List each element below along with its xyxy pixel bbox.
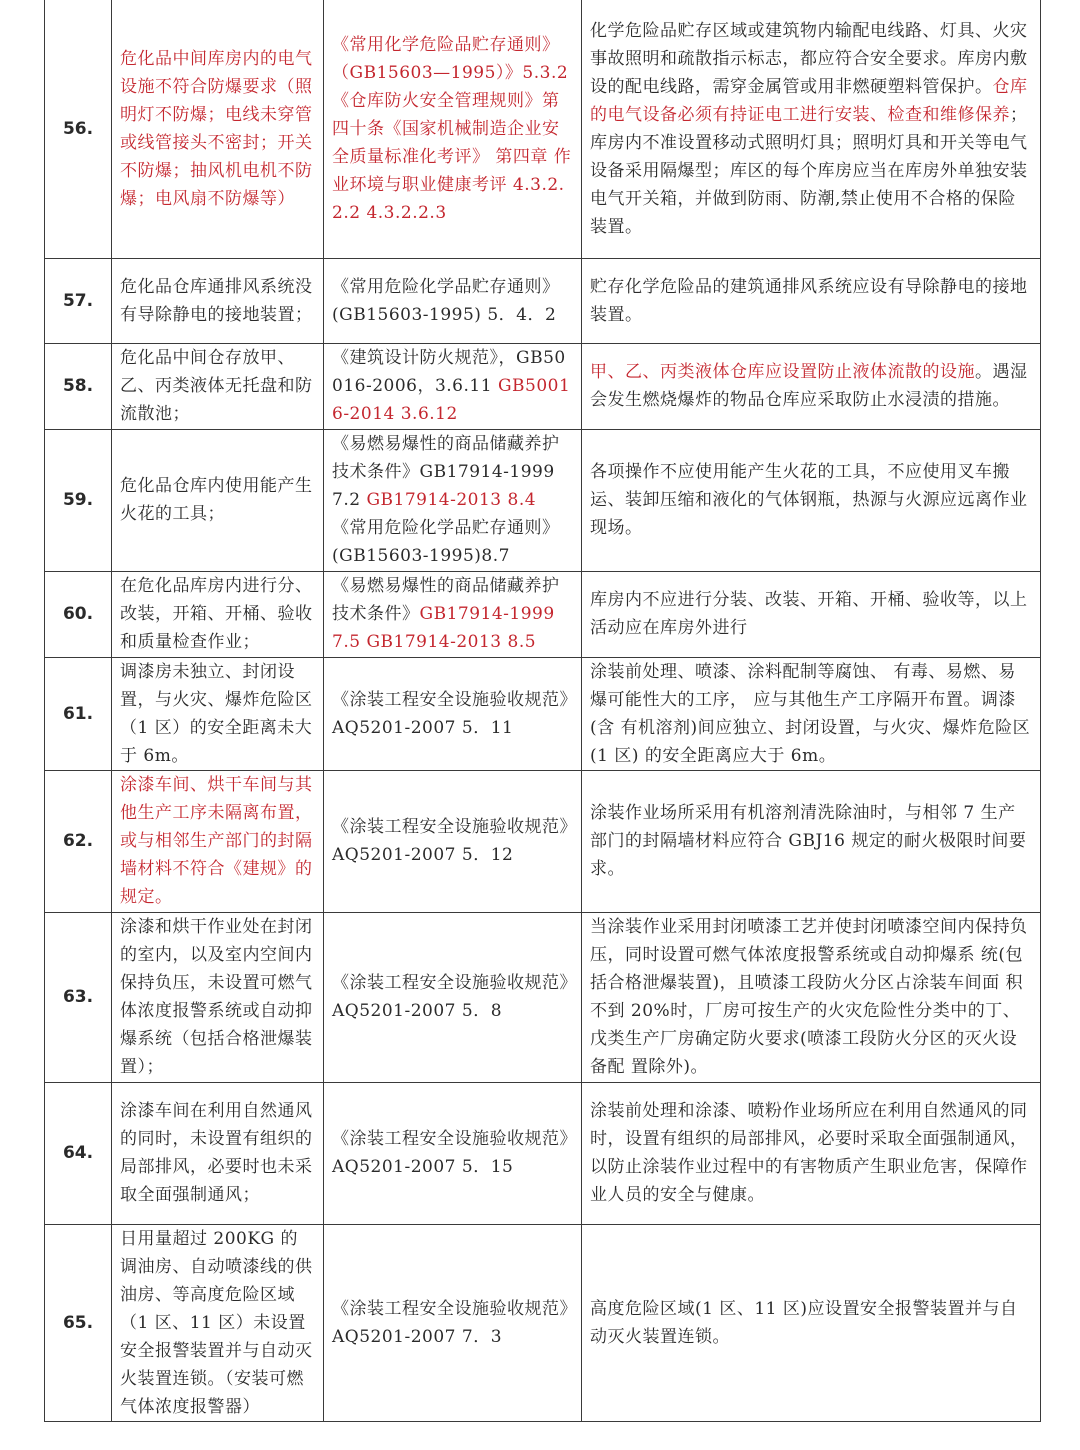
hazard-description: [112, 571, 324, 657]
regulation-basis-segment: GB17914-2013 8.4: [366, 490, 537, 510]
requirement-text-segment: 仓库的电气设备必须有持证电工进行安装、检查和维修保养: [590, 76, 1028, 125]
table-row: [45, 657, 1041, 770]
requirement-text-segment: 当涂装作业采用封闭喷漆工艺并使封闭喷漆空间内保持负压，同时设置可燃气体浓度报警系统或自动抑爆系 统(包括合格泄爆装置)，且喷漆工段防火分区占涂装车间面 积不到 20%时，厂房可按生产的火灾危险性分类中的丁、戊类生产厂房确定防火要求(喷漆工段防火分区的灭火设备配 置除外)。: [590, 917, 1028, 1077]
hazard-description: [112, 1082, 324, 1224]
table-row: [45, 571, 1041, 657]
row-number: 57.: [45, 258, 112, 343]
row-number: 58.: [45, 343, 112, 429]
regulation-basis-segment: 《常用危险化学品贮存通则》(GB15603-1995) 5．4．2: [332, 276, 560, 325]
hazard-description: [112, 0, 324, 258]
hazard-description: [112, 912, 324, 1082]
requirement-text-segment: 贮存化学危险品的建筑通排风系统应设有导除静电的接地装置。: [590, 276, 1028, 325]
requirement-text: [582, 1082, 1041, 1224]
requirement-text: [582, 0, 1041, 258]
hazard-description-segment: 调漆房未独立、封闭设置，与火灾、爆炸危险区（1 区）的安全距离未大于 6m。: [120, 661, 313, 766]
regulation-basis: [324, 770, 582, 912]
hazard-description: [112, 258, 324, 343]
hazard-table: [44, 0, 1041, 1422]
requirement-text-segment: 高度危险区域(1 区、11 区)应设置安全报警装置并与自动灭火装置连锁。: [590, 1298, 1018, 1347]
requirement-text-segment: 库房内不应进行分装、改装、开箱、开桶、验收等，以上活动应在库房外进行: [590, 590, 1028, 638]
regulation-basis-segment: GB17914-1999 7.5 GB17914-2013 8.5: [332, 604, 555, 652]
regulation-basis: [324, 1224, 582, 1421]
hazard-description-segment: 日用量超过 200KG 的调油房、自动喷漆线的供油房、等高度危险区域（1 区、11 区）未设置安全报警装置并与自动灭火装置连锁。（安装可燃气体浓度报警器）: [120, 1228, 313, 1417]
requirement-text: [582, 571, 1041, 657]
table-row: [45, 912, 1041, 1082]
regulation-basis-segment: 《涂装工程安全设施验收规范》AQ5201-2007 5．11: [332, 689, 569, 738]
table-row: [45, 1224, 1041, 1421]
hazard-description-segment: 在危化品库房内进行分、改装，开箱、开桶、验收和质量检查作业；: [120, 576, 313, 652]
row-number: 60.: [45, 571, 112, 657]
regulation-basis: [324, 571, 582, 657]
regulation-basis: [324, 0, 582, 258]
table-row: [45, 258, 1041, 343]
regulation-basis: [324, 258, 582, 343]
hazard-description-segment: 危化品仓库通排风系统没有导除静电的接地装置；: [120, 276, 313, 325]
requirement-text: [582, 258, 1041, 343]
regulation-basis-segment: 《涂装工程安全设施验收规范》AQ5201-2007 5．15: [332, 1129, 569, 1177]
row-number: 62.: [45, 770, 112, 912]
requirement-text-segment: 涂装前处理和涂漆、喷粉作业场所应在利用自然通风的同时，设置有组织的局部排风，必要时采取全面强制通风，以防止涂装作业过程中的有害物质产生职业危害，保障作业人员的安全与健康。: [590, 1101, 1028, 1205]
regulation-basis-segment: 《仓库防火安全管理规则》第四十条: [332, 90, 560, 139]
hazard-description: [112, 429, 324, 571]
requirement-text-segment: ；库房内不准设置移动式照明灯具；照明灯具和开关等电气设备采用隔爆型；库区的每个库房应当在库房外单独安装电气开关箱，并做到防雨、防潮,禁止使用不合格的保险装置。: [590, 104, 1028, 237]
requirement-text-segment: 涂装作业场所采用有机溶剂清洗除油时，与相邻 7 生产部门的封隔墙材料应符合 GBJ16 规定的耐火极限时间要求。: [590, 803, 1027, 879]
hazard-description: [112, 770, 324, 912]
regulation-basis-segment: 《易燃易爆性的商品储藏养护技术条件》GB17914-1999 7.2: [332, 434, 560, 510]
requirement-text-segment: 化学危险品贮存区域或建筑物内输配电线路、灯具、火灾事故照明和疏散指示标志，都应符合安全要求。库房内敷设的配电线路，需穿金属管或用非燃硬塑料管保护。: [590, 20, 1028, 97]
requirement-text-segment: 各项操作不应使用能产生火花的工具，不应使用叉车搬运、装卸压缩和液化的气体钢瓶，热源与火源应远离作业现场。: [590, 462, 1028, 538]
row-number: 65.: [45, 1224, 112, 1421]
table-row: [45, 1082, 1041, 1224]
row-number: 61.: [45, 657, 112, 770]
row-number: 59.: [45, 429, 112, 571]
regulation-basis-segment: 《国家机械制造企业安全质量标准化考评》 第四章 作业环境与职业健康考评 4.3.2.2.2 4.3.2.2.3: [332, 118, 572, 223]
hazard-description-segment: 危化品中间仓存放甲、乙、丙类液体无托盘和防流散池；: [120, 348, 313, 424]
regulation-basis-segment: GB50016-2014 3.6.12: [332, 376, 571, 424]
regulation-basis: [324, 1082, 582, 1224]
regulation-basis: [324, 912, 582, 1082]
requirement-text: [582, 1224, 1041, 1421]
table-row: [45, 0, 1041, 258]
requirement-text-segment: 。遇湿会发生燃烧爆炸的物品仓库应采取防止水浸渍的措施。: [590, 362, 1028, 410]
hazard-description: [112, 657, 324, 770]
table-row: [45, 429, 1041, 571]
hazard-description: [112, 343, 324, 429]
regulation-basis: [324, 657, 582, 770]
regulation-basis-segment: 《常用化学危险品贮存通则》（GB15603—1995）》5.3.2: [332, 34, 569, 83]
hazard-description-segment: 涂漆和烘干作业处在封闭的室内，以及室内空间内保持负压，未设置可燃气体浓度报警系统或自动抑爆系统（包括合格泄爆装置）；: [120, 917, 313, 1077]
table-row: [45, 770, 1041, 912]
requirement-text: [582, 343, 1041, 429]
requirement-text: [582, 912, 1041, 1082]
hazard-description-segment: 危化品中间库房内的电气设施不符合防爆要求（照明灯不防爆；电线未穿管或线管接头不密封；开关不防爆；抽风机电机不防爆；电风扇不防爆等）: [120, 48, 313, 209]
row-number: 64.: [45, 1082, 112, 1224]
regulation-basis-segment: 《常用危险化学品贮存通则》(GB15603-1995)8.7: [332, 518, 560, 566]
regulation-basis-segment: 《易燃易爆性的商品储藏养护技术条件》: [332, 576, 560, 624]
requirement-text-segment: 涂装前处理、喷漆、涂料配制等腐蚀、 有毒、易燃、易爆可能性大的工序， 应与其他生产工序隔开布置。调漆(含 有机溶剂)间应独立、封闭设置，与火灾、爆炸危险区(1 区) 的安全距离应大于 6m。: [590, 661, 1031, 766]
requirement-text: [582, 429, 1041, 571]
requirement-text: [582, 657, 1041, 770]
hazard-description-segment: 涂漆车间、烘干车间与其他生产工序未隔离布置，或与相邻生产部门的封隔墙材料不符合《建规》的规定。: [120, 775, 313, 907]
regulation-basis-segment: 《建筑设计防火规范》，GB50016-2006，3.6.11: [332, 348, 566, 396]
document-page: [44, 0, 1040, 1422]
regulation-basis: [324, 429, 582, 571]
requirement-text-segment: 甲、乙、丙类液体仓库应设置防止液体流散的设施: [590, 362, 975, 382]
table-row: [45, 343, 1041, 429]
hazard-description-segment: 危化品仓库内使用能产生火花的工具；: [120, 476, 313, 524]
row-number: 56.: [45, 0, 112, 258]
regulation-basis: [324, 343, 582, 429]
regulation-basis-segment: 《涂装工程安全设施验收规范》AQ5201-2007 5．8: [332, 973, 569, 1021]
requirement-text: [582, 770, 1041, 912]
hazard-description-segment: 涂漆车间在利用自然通风的同时，未设置有组织的局部排风，必要时也未采取全面强制通风；: [120, 1101, 313, 1205]
hazard-description: [112, 1224, 324, 1421]
row-number: 63.: [45, 912, 112, 1082]
regulation-basis-segment: 《涂装工程安全设施验收规范》AQ5201-2007 7．3: [332, 1298, 569, 1347]
regulation-basis-segment: 《涂装工程安全设施验收规范》AQ5201-2007 5．12: [332, 817, 569, 865]
